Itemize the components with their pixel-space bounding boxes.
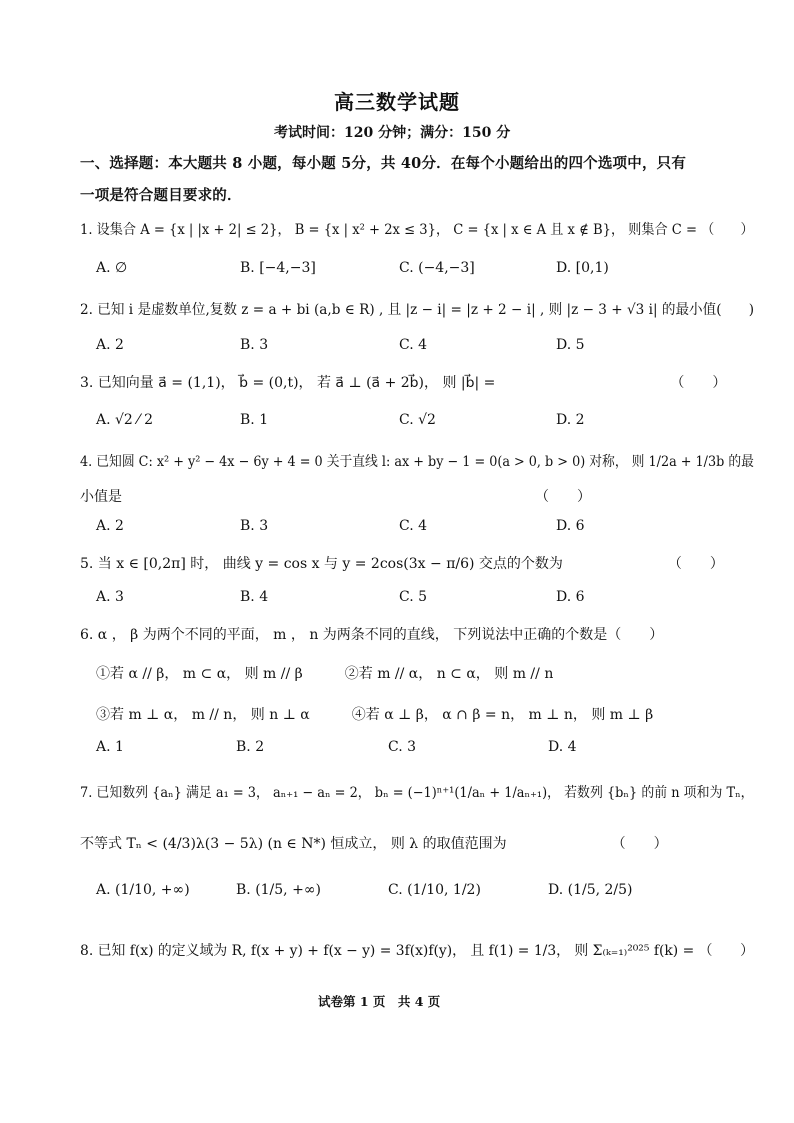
question-3-option-c: C. √2 <box>399 412 436 428</box>
question-4-option-a: A. 2 <box>96 518 124 534</box>
question-2-stem: 2. 已知 i 是虚数单位,复数 z = a + bi (a,b ∈ R) , 且 |z − i| = |z + 2 − i| , 则 |z − 3 + √3 i| 的最小值( ) <box>80 302 755 318</box>
question-1-option-a: A. ∅ <box>96 260 128 276</box>
question-2-option-b: B. 3 <box>240 337 269 353</box>
question-4-option-c: C. 4 <box>399 518 428 534</box>
question-5-option-d: D. 6 <box>556 589 585 605</box>
section-heading-line1: 一、选择题：本大题共 8 小题，每小题 5分，共 40分．在每个小题给出的四个选项中，只有 <box>80 155 687 172</box>
question-5-stem: 5. 当 x ∈ [0,2π] 时， 曲线 y = cos x 与 y = 2cos(3x − π/6) 交点的个数为 （ ） <box>80 556 724 572</box>
question-1-option-b: B. [−4,−3] <box>240 260 316 276</box>
question-6-option-d: D. 4 <box>548 739 577 755</box>
question-4-stem-line1: 4. 已知圆 C: x² + y² − 4x − 6y + 4 = 0 关于直线 l: ax + by − 1 = 0(a > 0, b > 0) 对称， 则 1/2a + 1/3b 的最 <box>80 454 754 470</box>
question-6-statements-1-2: ①若 α // β， m ⊂ α， 则 m // β ②若 m // α， n ⊂ α， 则 m // n <box>96 666 554 682</box>
question-4-option-d: D. 6 <box>556 518 585 534</box>
question-6-option-b: B. 2 <box>236 739 265 755</box>
question-3-option-d: D. 2 <box>556 412 585 428</box>
question-5-option-b: B. 4 <box>240 589 269 605</box>
question-3-option-b: B. 1 <box>240 412 269 428</box>
question-6-option-a: A. 1 <box>96 739 124 755</box>
question-6-statements-3-4: ③若 m ⊥ α， m // n， 则 n ⊥ α ④若 α ⊥ β， α ∩ β = n， m ⊥ n， 则 m ⊥ β <box>96 707 654 723</box>
question-7-stem-line2: 不等式 Tₙ < (4/3)λ(3 − 5λ) (n ∈ N*) 恒成立， 则 λ 的取值范围为 （ ） <box>80 836 668 852</box>
page-footer: 试卷第 1 页 共 4 页 <box>318 994 441 1009</box>
question-1-option-d: D. [0,1) <box>556 260 609 276</box>
question-2-option-a: A. 2 <box>96 337 124 353</box>
exam-info: 考试时间：120 分钟；满分：150 分 <box>274 125 511 141</box>
question-2-option-d: D. 5 <box>556 337 585 353</box>
question-8-stem: 8. 已知 f(x) 的定义域为 R, f(x + y) + f(x − y) = 3f(x)f(y)， 且 f(1) = 1/3， 则 Σ₍ₖ₌₁₎²⁰²⁵ f(k) = （ ） <box>80 943 755 959</box>
question-7-option-d: D. (1/5, 2/5) <box>548 882 633 898</box>
question-5-option-c: C. 5 <box>399 589 428 605</box>
question-5-option-a: A. 3 <box>96 589 124 605</box>
question-3-stem: 3. 已知向量 a⃗ = (1,1)， b⃗ = (0,t)， 若 a⃗ ⊥ (a⃗ + 2b⃗)， 则 |b⃗| = （ ） <box>80 375 727 391</box>
question-7-option-c: C. (1/10, 1/2) <box>388 882 481 898</box>
section-heading-line2: 一项是符合题目要求的． <box>80 187 242 204</box>
question-6-stem: 6. α ， β 为两个不同的平面， m ， n 为两条不同的直线， 下列说法中正确的个数是（ ） <box>80 627 664 643</box>
question-7-stem-line1: 7. 已知数列 {aₙ} 满足 a₁ = 3， aₙ₊₁ − aₙ = 2， bₙ = (−1)ⁿ⁺¹(1/aₙ + 1/aₙ₊₁)， 若数列 {bₙ} 的前 n 项和为 Tₙ， <box>80 785 754 801</box>
question-7-option-b: B. (1/5, +∞) <box>236 882 321 898</box>
question-4-option-b: B. 3 <box>240 518 269 534</box>
question-2-option-c: C. 4 <box>399 337 428 353</box>
question-6-option-c: C. 3 <box>388 739 417 755</box>
question-7-option-a: A. (1/10, +∞) <box>96 882 190 898</box>
page-title: 高三数学试题 <box>334 90 460 114</box>
question-4-stem-line2: 小值是 （ ） <box>80 489 591 505</box>
question-1-option-c: C. (−4,−3] <box>399 260 475 276</box>
question-1-stem: 1. 设集合 A = {x | |x + 2| ≤ 2}， B = {x | x² + 2x ≤ 3}， C = {x | x ∈ A 且 x ∉ B}， 则集合 C = （ ） <box>80 222 754 238</box>
question-3-option-a: A. √2 ⁄ 2 <box>96 412 153 428</box>
